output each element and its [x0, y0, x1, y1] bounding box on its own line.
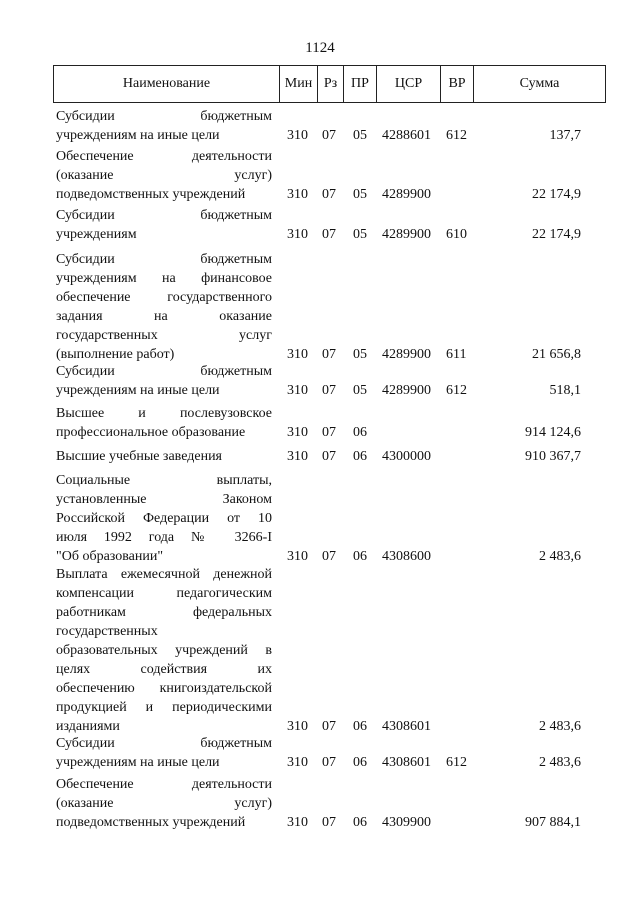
row-name-line: работникам федеральных [56, 605, 272, 620]
cell-pr: 06 [353, 815, 367, 830]
row-name-line: учреждениям на иные цели [56, 383, 220, 398]
cell-csr: 4289900 [382, 227, 431, 242]
header-rz: Рз [318, 66, 344, 102]
cell-pr: 05 [353, 347, 367, 362]
cell-pr: 05 [353, 187, 367, 202]
row-name [56, 147, 272, 204]
cell-rz: 07 [322, 128, 336, 143]
cell-vr: 612 [446, 755, 467, 770]
cell-sum: 2 483,6 [539, 719, 581, 734]
cell-rz: 07 [322, 227, 336, 242]
row-name-line: Субсидии бюджетным [56, 736, 272, 751]
cell-pr: 06 [353, 549, 367, 564]
row-name [56, 565, 272, 736]
row-name-line: подведомственных учреждений [56, 815, 246, 830]
row-name [56, 250, 272, 364]
cell-rz: 07 [322, 719, 336, 734]
cell-sum: 914 124,6 [525, 425, 581, 440]
header-pr: ПР [344, 66, 377, 102]
row-name-line: Субсидии бюджетным [56, 208, 272, 223]
row-name-line: Высшие учебные заведения [56, 449, 222, 464]
row-name-line: государственных [56, 624, 158, 639]
row-name-line: (оказание услуг) [56, 796, 272, 811]
cell-min: 310 [287, 755, 308, 770]
cell-sum: 518,1 [549, 383, 581, 398]
cell-sum: 21 656,8 [532, 347, 581, 362]
cell-min: 310 [287, 719, 308, 734]
row-name-line: Выплата ежемесячной денежной [56, 567, 272, 582]
row-name-line: (оказание услуг) [56, 168, 272, 183]
cell-vr: 610 [446, 227, 467, 242]
cell-csr [382, 423, 442, 442]
cell-rz: 07 [322, 425, 336, 440]
row-name [56, 362, 272, 400]
cell-min: 310 [287, 128, 308, 143]
row-name-line: Обеспечение деятельности [56, 149, 272, 164]
cell-csr: 4289900 [382, 383, 431, 398]
page-number: 1124 [305, 40, 335, 56]
cell-pr: 05 [353, 128, 367, 143]
row-name [56, 471, 272, 566]
row-name-line: учреждениям на иные цели [56, 128, 220, 143]
row-name-line: Субсидии бюджетным [56, 252, 272, 267]
header-min: Мин [280, 66, 318, 102]
row-name-line: (выполнение работ) [56, 347, 175, 362]
row-name-line: государственных услуг [56, 328, 272, 343]
row-name-line: Социальные выплаты, [56, 473, 272, 488]
cell-min: 310 [287, 425, 308, 440]
cell-rz: 07 [322, 755, 336, 770]
row-name [56, 734, 272, 772]
cell-csr: 4308601 [382, 755, 431, 770]
cell-pr: 05 [353, 227, 367, 242]
cell-rz: 07 [322, 383, 336, 398]
row-name-line: обеспечение государственного [56, 290, 272, 305]
cell-sum: 2 483,6 [539, 549, 581, 564]
row-name [56, 107, 272, 145]
cell-csr: 4289900 [382, 347, 431, 362]
cell-sum: 137,7 [549, 128, 581, 143]
row-name-line: Субсидии бюджетным [56, 109, 272, 124]
row-name-line: июля 1992 года № 3266-I [56, 530, 272, 545]
row-name-line: образовательных учреждений в [56, 643, 272, 658]
row-name-line: продукцией и периодическими [56, 700, 272, 715]
cell-csr: 4300000 [382, 449, 431, 464]
row-name-line: целях содействия их [56, 662, 272, 677]
row-name-line: учреждениям [56, 227, 137, 242]
cell-min: 310 [287, 227, 308, 242]
cell-min: 310 [287, 815, 308, 830]
cell-sum: 907 884,1 [525, 815, 581, 830]
cell-vr: 612 [446, 128, 467, 143]
row-name-line: учреждениям на финансовое [56, 271, 272, 286]
cell-sum: 910 367,7 [525, 449, 581, 464]
cell-sum: 22 174,9 [532, 187, 581, 202]
cell-min: 310 [287, 549, 308, 564]
row-name [56, 447, 272, 466]
cell-pr: 06 [353, 719, 367, 734]
cell-rz: 07 [322, 549, 336, 564]
cell-csr: 4289900 [382, 187, 431, 202]
row-name-line: установленные Законом [56, 492, 272, 507]
cell-min: 310 [287, 347, 308, 362]
cell-csr: 4309900 [382, 815, 431, 830]
row-name-line: профессиональное образование [56, 425, 246, 440]
cell-rz: 07 [322, 815, 336, 830]
cell-csr: 4288601 [382, 128, 431, 143]
cell-rz: 07 [322, 347, 336, 362]
row-name-line: Высшее и послевузовское [56, 406, 272, 421]
table-header [53, 65, 606, 103]
row-name-line: подведомственных учреждений [56, 187, 246, 202]
row-name-line: обеспечению книгоиздательской [56, 681, 272, 696]
cell-csr: 4308601 [382, 719, 431, 734]
header-csr: ЦСР [377, 66, 441, 102]
cell-csr: 4308600 [382, 549, 431, 564]
cell-min: 310 [287, 383, 308, 398]
row-name-line: Обеспечение деятельности [56, 777, 272, 792]
cell-pr: 05 [353, 383, 367, 398]
row-name-line: учреждениям на иные цели [56, 755, 220, 770]
cell-sum: 2 483,6 [539, 755, 581, 770]
cell-pr: 06 [353, 449, 367, 464]
row-name-line: Российской Федерации от 10 [56, 511, 272, 526]
cell-vr: 612 [446, 383, 467, 398]
row-name-line: изданиями [56, 719, 120, 734]
cell-rz: 07 [322, 449, 336, 464]
cell-pr: 06 [353, 425, 367, 440]
header-name: Наименование [54, 66, 280, 102]
row-name-line: компенсации педагогическим [56, 586, 272, 601]
row-name-line: "Об образовании" [56, 549, 164, 564]
cell-pr: 06 [353, 755, 367, 770]
row-name [56, 404, 272, 442]
row-name-line: задания на оказание [56, 309, 272, 324]
row-name-line: Субсидии бюджетным [56, 364, 272, 379]
row-name [56, 206, 272, 244]
header-vr: ВР [441, 66, 474, 102]
row-name [56, 775, 272, 832]
cell-min: 310 [287, 449, 308, 464]
cell-min: 310 [287, 187, 308, 202]
header-sum: Сумма [474, 66, 606, 102]
cell-sum: 22 174,9 [532, 227, 581, 242]
cell-vr: 611 [446, 347, 467, 362]
cell-rz: 07 [322, 187, 336, 202]
